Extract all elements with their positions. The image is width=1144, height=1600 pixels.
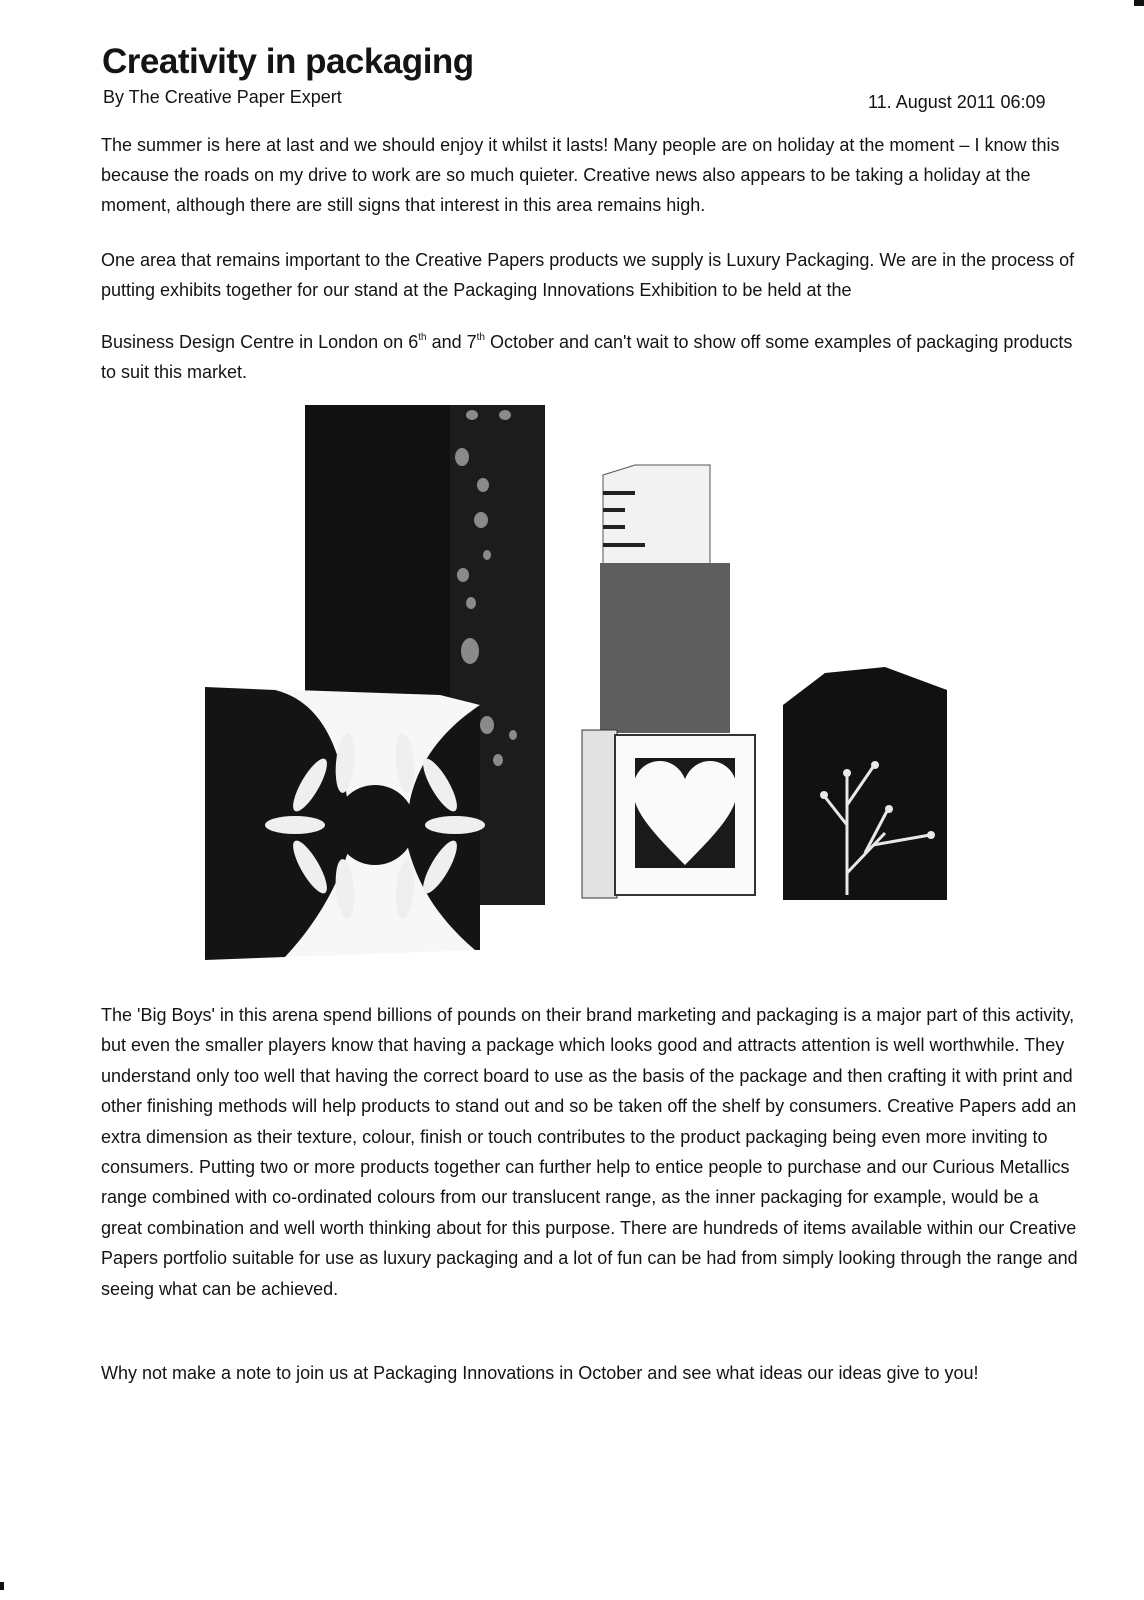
venue-text-1: Business Design Centre in London on 6 bbox=[101, 332, 419, 352]
article-date: 11. August 2011 06:09 bbox=[868, 92, 1046, 112]
heart-box bbox=[582, 730, 755, 898]
scan-mark-bottom-left bbox=[0, 1582, 4, 1590]
scan-mark-top-right bbox=[1134, 0, 1144, 6]
tree-box bbox=[783, 667, 947, 900]
paragraph-call-to-action: Why not make a note to join us at Packaging Innovations in October and see what ideas our ideas give to you! bbox=[101, 1363, 979, 1383]
article-byline: By The Creative Paper Expert bbox=[103, 87, 342, 107]
paragraph-big-boys: The 'Big Boys' in this arena spend billions of pounds on their brand marketing and packaging is a major part of this activity, but even the smaller players know that having a package which looks good and attracts attention is well worthwhile. They understand only too well that having the correct board to use as the basis of the package and then crafting it with print and other finishing methods will help products to stand out and so be taken off the shelf by consumers. Creative Papers add an extra dimension as their texture, colour, finish or touch contributes to the product packaging being even more inviting to consumers. Putting two or more products together can further help to entice people to purchase and our Curious Metallics range combined with co-ordinated colours from our translucent range, as the inner packaging for example, would be a great combination and well worth thinking about for this purpose. There are hundreds of items available within our Creative Papers portfolio suitable for use as luxury packaging and a lot of fun can be had from simply looking through the range and seeing what can be achieved. bbox=[101, 1005, 1078, 1299]
superscript-th-1: th bbox=[418, 332, 427, 343]
venue-text-2: and 7 bbox=[426, 332, 477, 352]
superscript-th-2: th bbox=[476, 332, 485, 343]
paragraph-intro: The summer is here at last and we should enjoy it whilst it lasts! Many people are on holiday at the moment – I know this because the roads on my drive to work are so much quieter. Creative news also appears to be taking a holiday at the moment, although there are still signs that interest in this area remains high. bbox=[101, 135, 1060, 215]
butterfly-box bbox=[205, 687, 485, 960]
paragraph-exhibition-venue bbox=[101, 327, 1081, 387]
stacked-ruler-box bbox=[600, 465, 730, 733]
packaging-photo bbox=[205, 405, 985, 985]
paragraph-luxury-packaging: One area that remains important to the Creative Papers products we supply is Luxury Packaging. We are in the process of putting exhibits together for our stand at the Packaging Innovations Exhibition to be held at the bbox=[101, 250, 1075, 300]
article-title: Creativity in packaging bbox=[102, 42, 474, 81]
venue-text-3: October and can't wait to show off some examples of packaging products to suit this market. bbox=[101, 332, 1073, 382]
